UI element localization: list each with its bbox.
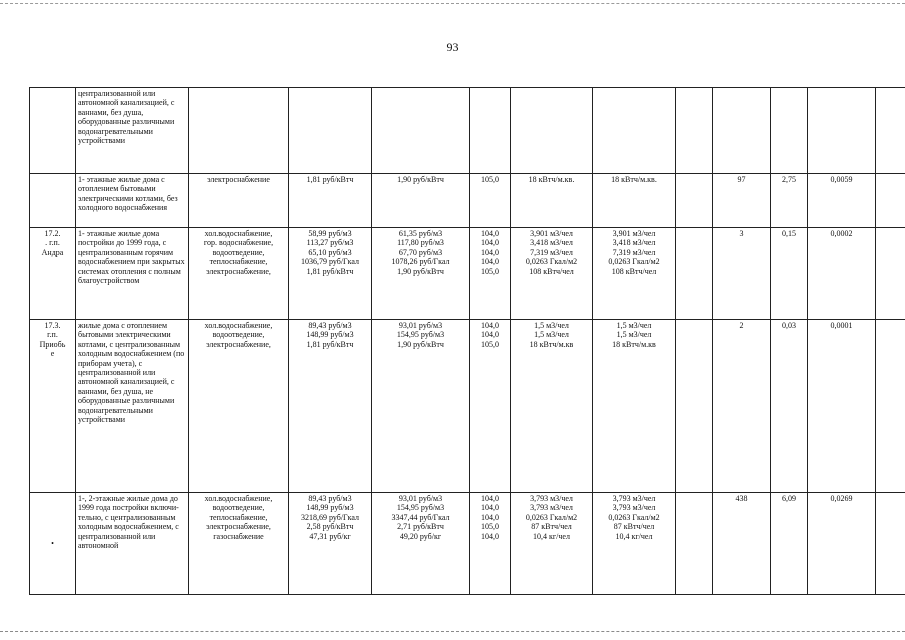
cell-line: 104,0 xyxy=(481,238,499,248)
cell-share-percent xyxy=(771,320,808,493)
cell-line: 3,793 м3/чел xyxy=(612,494,656,503)
cell-line: 87 кВтч/чел xyxy=(613,522,655,532)
cell-line: 154,95 руб/м3 xyxy=(396,330,445,340)
cell-tariff-2015 xyxy=(289,320,372,493)
cell-line: электроснабжение, xyxy=(206,522,271,532)
cell-line: 3,418 м3/чел xyxy=(612,238,656,248)
cell-line: 1,90 руб/кВтч xyxy=(397,339,444,349)
cell-tariff-2015 xyxy=(289,88,372,174)
cell-norm-2016 xyxy=(593,174,676,228)
cell-line: электроснабжение xyxy=(207,175,270,184)
cell-line: электроснабжение, xyxy=(206,266,271,276)
cell-line: • xyxy=(51,538,54,548)
page-number: 93 xyxy=(446,40,459,54)
cell-line: 87 кВтч/чел xyxy=(531,522,572,532)
cell-line: 113,27 руб/м3 xyxy=(306,238,354,248)
cell-norm-2016 xyxy=(593,88,676,174)
cell-tariff-2015 xyxy=(289,228,372,320)
cell-line: 89,43 руб/м3 xyxy=(308,494,352,503)
cell-line: 104,0 xyxy=(481,512,499,522)
cell-description xyxy=(76,88,189,174)
scan-edge-bottom xyxy=(0,631,905,632)
cell-line: 104,0 xyxy=(481,257,499,267)
cell-line: 1,90 руб/кВтч xyxy=(397,175,444,184)
cell-share-total xyxy=(808,493,876,595)
cell-line: 93,01 руб/м3 xyxy=(398,321,443,330)
cell-line: газоснабжение xyxy=(213,531,264,541)
cell-norm-2015 xyxy=(511,88,593,174)
cell-text: 0,15 xyxy=(782,229,796,238)
cell-code xyxy=(30,228,76,320)
cell-line: 10,4 кг/чел xyxy=(615,531,653,541)
cell-empty xyxy=(676,320,713,493)
cell-line: 0,0263 Гкал/м2 xyxy=(525,257,578,267)
table-row xyxy=(30,88,905,174)
cell-norm-2015 xyxy=(511,493,593,595)
table-body xyxy=(30,88,905,595)
cell-services xyxy=(189,174,289,228)
cell-share-total xyxy=(808,88,876,174)
cell-share-total xyxy=(808,320,876,493)
cell-code xyxy=(30,493,76,595)
cell-index xyxy=(470,174,511,228)
cell-line: 0,0263 Гкал/м2 xyxy=(608,257,660,267)
cell-line: 104,0 xyxy=(481,330,499,340)
cell-line: 154,95 руб/м3 xyxy=(396,503,445,513)
cell-line: 148,99 руб/м3 xyxy=(306,503,354,513)
cell-line: 148,99 руб/м3 xyxy=(306,330,354,340)
cell-text: 2,75 xyxy=(782,175,796,184)
cell-line: 93,01 руб/м3 xyxy=(398,494,443,503)
cell-line: 104,0 xyxy=(481,321,499,330)
cell-norm-2016 xyxy=(593,228,676,320)
cell-line: 108 кВтч/чел xyxy=(611,266,657,276)
cell-line: теплоснабжение, xyxy=(209,512,268,522)
cell-line: 105,0 xyxy=(481,175,499,184)
cell-tariff-2015 xyxy=(289,493,372,595)
cell-empty xyxy=(876,88,905,174)
cell-line: хол.водоснабжение, xyxy=(204,321,273,330)
cell-line: 18 кВтч/м.кв. xyxy=(528,175,575,184)
cell-line: 7,319 м3/чел xyxy=(612,247,656,257)
cell-line: 1,5 м3/чел xyxy=(616,321,652,330)
cell-share-percent xyxy=(771,174,808,228)
cell-line: 89,43 руб/м3 xyxy=(308,321,352,330)
cell-residents xyxy=(713,320,771,493)
cell-description xyxy=(76,493,189,595)
cell-line: 104,0 xyxy=(481,494,499,503)
cell-norm-2015 xyxy=(511,228,593,320)
cell-empty xyxy=(876,228,905,320)
cell-residents xyxy=(713,174,771,228)
cell-services xyxy=(189,493,289,595)
cell-residents xyxy=(713,88,771,174)
cell-text: 0,0269 xyxy=(830,494,853,503)
cell-tariff-2016 xyxy=(372,493,470,595)
cell-line: 18 кВтч/м.кв xyxy=(529,339,574,349)
cell-line: г.п. xyxy=(47,330,58,340)
cell-tariff-2016 xyxy=(372,88,470,174)
cell-text: 2 xyxy=(739,321,744,330)
cell-text: 97 xyxy=(737,175,746,184)
cell-line: 18 кВтч/м.кв. xyxy=(611,175,657,184)
cell-residents xyxy=(713,493,771,595)
cell-empty xyxy=(876,320,905,493)
cell-line: 1,81 руб/кВтч xyxy=(306,266,354,276)
scan-edge-top xyxy=(0,3,905,4)
cell-line: 0,0263 Гкал/м2 xyxy=(525,512,578,522)
cell-line: 2,71 руб/кВтч xyxy=(397,522,444,532)
cell-line: 3,793 м3/чел xyxy=(530,503,573,513)
cell-line: 61,35 руб/м3 xyxy=(398,229,443,238)
cell-index xyxy=(470,493,511,595)
cell-line: 49,20 руб/кг xyxy=(399,531,442,541)
cell-line: водоотведение, xyxy=(212,330,265,340)
cell-line: 3,418 м3/чел xyxy=(530,238,573,248)
cell-line: 17.2. xyxy=(44,229,61,238)
cell-empty xyxy=(876,174,905,228)
cell-text: централизованной или автономной канализацией, с ваннами, без душа, оборудованные различными водонагревательными устройствами xyxy=(78,89,175,146)
cell-line: водоотведение, xyxy=(212,247,265,257)
cell-line: . г.п. xyxy=(45,238,60,248)
cell-norm-2016 xyxy=(593,493,676,595)
cell-line: 3,901 м3/чел xyxy=(530,229,573,238)
cell-code xyxy=(30,320,76,493)
cell-line: 108 кВтч/чел xyxy=(529,266,574,276)
cell-text: 0,0001 xyxy=(830,321,853,330)
cell-text: 0,0002 xyxy=(830,229,853,238)
cell-line: 3,901 м3/чел xyxy=(612,229,656,238)
cell-line: 1,81 руб/кВтч xyxy=(306,175,354,184)
cell-line: 1,5 м3/чел xyxy=(616,330,652,340)
cell-text: 0,0059 xyxy=(830,175,853,184)
cell-line: гор. водоснабжение, xyxy=(203,238,274,248)
cell-line: 1,81 руб/кВтч xyxy=(306,339,354,349)
cell-share-percent xyxy=(771,228,808,320)
cell-services xyxy=(189,88,289,174)
cell-line: 1,5 м3/чел xyxy=(534,321,569,330)
cell-empty xyxy=(676,493,713,595)
cell-empty xyxy=(676,174,713,228)
cell-share-total xyxy=(808,174,876,228)
cell-empty xyxy=(876,493,905,595)
cell-residents xyxy=(713,228,771,320)
cell-line: 2,58 руб/кВтч xyxy=(306,522,354,532)
cell-tariff-2016 xyxy=(372,174,470,228)
cell-line: 3347,44 руб/Гкал xyxy=(391,512,450,522)
cell-line: водоотведение, xyxy=(212,503,265,513)
cell-index xyxy=(470,88,511,174)
cell-text: жилые дома с отоплением бытовыми электрическими котлами, с централизованным холодным водоснабжением (по приборам учета), с централизованной или автономной канализацией, с ваннами, без душа, не оборудованные различными водонагревательными устройствами xyxy=(78,321,185,425)
cell-line: 65,10 руб/м3 xyxy=(308,247,352,257)
table-row xyxy=(30,228,905,320)
cell-code xyxy=(30,174,76,228)
cell-line: 1036,79 руб/Гкал xyxy=(300,257,360,267)
cell-line: 104,0 xyxy=(481,531,499,541)
cell-norm-2016 xyxy=(593,320,676,493)
cell-index xyxy=(470,320,511,493)
cell-line: теплоснабжение, xyxy=(209,257,268,267)
cell-services xyxy=(189,320,289,493)
cell-line: 104,0 xyxy=(481,503,499,513)
cell-line: Андра xyxy=(41,247,64,257)
cell-line: 17.3. xyxy=(44,321,61,330)
cell-empty xyxy=(676,88,713,174)
cell-tariff-2015 xyxy=(289,174,372,228)
table-row xyxy=(30,493,905,595)
cell-line: 58,99 руб/м3 xyxy=(308,229,352,238)
cell-tariff-2016 xyxy=(372,228,470,320)
cell-tariff-2016 xyxy=(372,320,470,493)
cell-line: 105,0 xyxy=(481,339,499,349)
cell-line: 104,0 xyxy=(481,229,499,238)
cell-description xyxy=(76,320,189,493)
cell-line: 1,5 м3/чел xyxy=(534,330,569,340)
cell-line: электроснабжение, xyxy=(206,339,271,349)
cell-description xyxy=(76,174,189,228)
cell-line: 105,0 xyxy=(481,266,499,276)
cell-line: 0,0263 Гкал/м2 xyxy=(608,512,660,522)
cell-line: 7,319 м3/чел xyxy=(530,247,573,257)
cell-line: 3218,69 руб/Гкал xyxy=(300,512,360,522)
cell-text: 1-, 2-этажные жилые дома до 1999 года постройки включи-тельно, с централизованным холодным водоснабжением, с централизованной или автономной xyxy=(78,494,179,551)
cell-share-percent xyxy=(771,88,808,174)
cell-line: 105,0 xyxy=(481,522,499,532)
cell-line: 117,80 руб/м3 xyxy=(397,238,444,248)
cell-description xyxy=(76,228,189,320)
cell-line: 47,31 руб/кг xyxy=(309,531,351,541)
cell-line: 1,90 руб/кВтч xyxy=(397,266,444,276)
cell-share-total xyxy=(808,228,876,320)
table-row xyxy=(30,174,905,228)
cell-norm-2015 xyxy=(511,174,593,228)
cell-text: 438 xyxy=(735,494,748,503)
cell-line: 3,793 м3/чел xyxy=(530,494,573,503)
cell-services xyxy=(189,228,289,320)
cell-line: 18 кВтч/м.кв xyxy=(612,339,656,349)
cell-text: 3 xyxy=(739,229,744,238)
tariff-table xyxy=(29,87,905,595)
cell-text: 6,09 xyxy=(782,494,796,503)
cell-line: хол.водоснабжение, xyxy=(204,229,273,238)
cell-code xyxy=(30,88,76,174)
cell-text: 1- этажные жилые дома постройки до 1999 года, с централизованным горячим водоснабжением при закрытых системах отопления с полным благоустройством xyxy=(78,229,185,286)
cell-text: 0,03 xyxy=(782,321,796,330)
table-row xyxy=(30,320,905,493)
cell-share-percent xyxy=(771,493,808,595)
cell-empty xyxy=(676,228,713,320)
cell-line: 10,4 кг/чел xyxy=(533,531,570,541)
cell-line: е xyxy=(50,349,55,359)
cell-index xyxy=(470,228,511,320)
cell-line: 3,793 м3/чел xyxy=(612,503,656,513)
cell-norm-2015 xyxy=(511,320,593,493)
cell-line: 67,70 руб/м3 xyxy=(398,247,443,257)
cell-text: 1- этажные жилые дома с отоплением бытовыми электрическими котлами, без холодного водоснабжения xyxy=(78,175,178,213)
cell-line: Приобь xyxy=(39,339,66,349)
cell-line: хол.водоснабжение, xyxy=(204,494,273,503)
cell-line: 104,0 xyxy=(481,247,499,257)
cell-line: 1078,26 руб/Гкал xyxy=(391,257,450,267)
